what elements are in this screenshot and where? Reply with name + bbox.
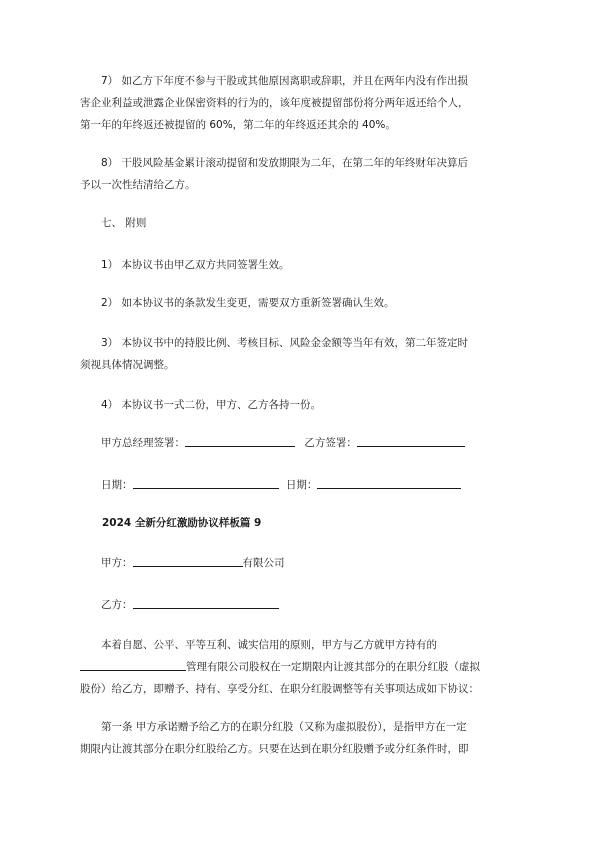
party-a-label: 甲方： bbox=[101, 557, 133, 569]
section-7-heading: 七、 附则 bbox=[101, 217, 147, 229]
section-heading-9: 2024 全新分红激励协议样板篇 9 bbox=[102, 517, 262, 529]
party-b-signature-label: 乙方签署： bbox=[304, 437, 357, 449]
date-blank-b bbox=[317, 476, 461, 489]
party-a-blank bbox=[133, 554, 243, 567]
article-1-line-1: 第一条 甲方承诺赠予给乙方的在职分红股（又称为虚拟股份），是指甲方在一定 bbox=[101, 721, 467, 733]
date-line bbox=[80, 474, 520, 496]
party-b-label: 乙方： bbox=[101, 599, 133, 611]
company-name-blank bbox=[80, 658, 186, 671]
clause-8-line-2: 予以一次性结清给乙方。 bbox=[80, 179, 196, 191]
appendix-item-2: 2） 如本协议书的条款发生变更，需要双方重新签署确认生效。 bbox=[101, 297, 395, 309]
intro-line-2-text: 管理有限公司股权在一定期限内让渡其部分的在职分红股（虚拟 bbox=[186, 661, 480, 673]
party-b-blank bbox=[133, 596, 279, 609]
party-b-signature-blank bbox=[357, 434, 465, 447]
intro-line-1: 本着自愿、公平、平等互利、诚实信用的原则，甲方与乙方就甲方持有的 bbox=[101, 639, 437, 651]
appendix-item-3-line-1: 3） 本协议书中的持股比例、考核目标、风险金金额等当年有效，第二年签定时 bbox=[101, 337, 469, 349]
appendix-item-3-line-2: 须视具体情况调整。 bbox=[80, 359, 175, 371]
appendix-item-4: 4） 本协议书一式二份，甲方、乙方各持一份。 bbox=[101, 399, 322, 411]
intro-line-3: 股份）给乙方，即赠予、持有、享受分红、在职分红股调整等有关事项达成如下协议： bbox=[80, 683, 479, 695]
clause-7-line-3: 第一年的年终返还被提留的 60%，第二年的年终返还其余的 40%。 bbox=[80, 119, 396, 131]
party-a-line bbox=[80, 552, 520, 574]
signature-line bbox=[80, 432, 520, 454]
date-label-b: 日期： bbox=[285, 479, 318, 491]
intro-line-2 bbox=[80, 656, 520, 678]
general-manager-signature-blank bbox=[185, 434, 295, 447]
clause-7-line-1: 7） 如乙方下年度不参与干股或其他原因离职或辞职，并且在两年内没有作出损 bbox=[101, 75, 469, 87]
article-1-line-2: 期限内让渡其部分在职分红股给乙方。只要在达到在职分红股赠予或分红条件时，即 bbox=[80, 743, 469, 755]
clause-8-line-1: 8） 干股风险基金累计滚动提留和发放期限为二年，在第二年的年终财年决算后 bbox=[101, 157, 469, 169]
appendix-item-1: 1） 本协议书由甲乙双方共同签署生效。 bbox=[101, 259, 290, 271]
date-label-a: 日期： bbox=[101, 479, 133, 491]
party-b-line bbox=[80, 594, 520, 616]
general-manager-signature-label: 甲方总经理签署： bbox=[101, 437, 185, 449]
date-blank-a bbox=[133, 476, 279, 489]
party-a-suffix: 有限公司 bbox=[242, 557, 285, 569]
clause-7-line-2: 害企业利益或泄露企业保密资料的行为的，该年度被提留部份将分两年返还给个人， bbox=[80, 97, 469, 109]
